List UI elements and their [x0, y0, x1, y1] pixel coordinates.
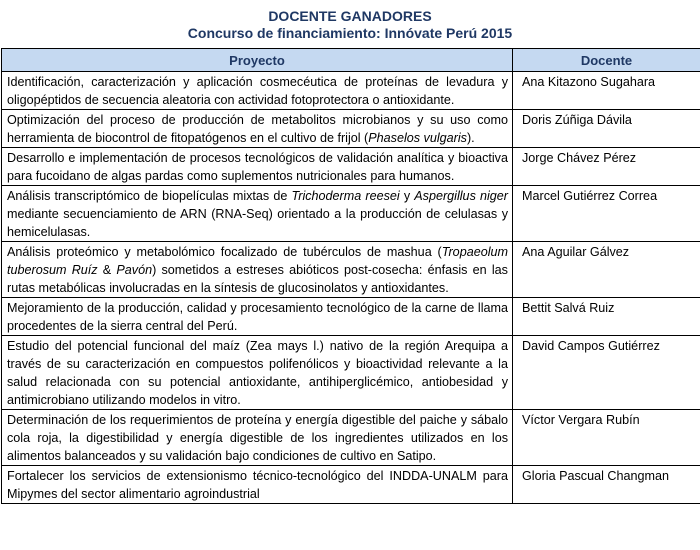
project-text: y — [399, 189, 415, 203]
winners-table — [1, 48, 700, 504]
teacher-cell: Gloria Pascual Changman — [513, 466, 700, 504]
project-text: & — [97, 263, 117, 277]
project-text: Análisis transcriptómico de biopelículas mixtas de — [7, 189, 292, 203]
project-cell: Identificación, caracterización y aplicación cosmecéutica de proteínas de levadura y oligopéptidos de secuencia aleatoria con actividad fotoprotectora o antioxidante. — [2, 72, 513, 110]
table-row — [2, 110, 700, 148]
project-text: Análisis proteómico y metabolómico focalizado de tubérculos de mashua ( — [7, 245, 442, 259]
species-name: Tropaeolum tuberosum Ruíz — [7, 245, 508, 277]
table-row — [2, 298, 700, 336]
project-cell — [2, 242, 513, 298]
project-cell: Mejoramiento de la producción, calidad y procesamiento tecnológico de la carne de llama procedentes de la sierra central del Perú. — [2, 298, 513, 336]
table-row — [2, 242, 700, 298]
table-row — [2, 410, 700, 466]
project-cell: Desarrollo e implementación de procesos tecnológicos de validación analítica y bioactiva para fucoidano de algas pardas como suplementos nutricionales para humanos. — [2, 148, 513, 186]
table-row — [2, 186, 700, 242]
project-cell: Estudio del potencial funcional del maíz (Zea mays l.) nativo de la región Arequipa a través de su caracterización en compuestos polifenólicos y bioactividad relevante a la salud relacionada con su potencial antioxidante, antihiperglicémico, antiobesidad y antimicrobiano utilizando modelos in vitro. — [2, 336, 513, 410]
species-name: Aspergillus niger — [414, 189, 509, 203]
title-block — [0, 0, 700, 42]
table-row — [2, 148, 700, 186]
table-row — [2, 466, 700, 504]
teacher-cell: Jorge Chávez Pérez — [513, 148, 700, 186]
teacher-cell: Marcel Gutiérrez Correa — [513, 186, 700, 242]
teacher-cell: Ana Aguilar Gálvez — [513, 242, 700, 298]
document-subtitle: Concurso de financiamiento: Innóvate Perú 2015 — [187, 25, 513, 41]
column-header-teacher: Docente — [513, 49, 700, 72]
project-text: ). — [466, 131, 475, 145]
project-cell — [2, 110, 513, 148]
project-cell — [2, 186, 513, 242]
project-cell: Fortalecer los servicios de extensionismo técnico-tecnológico del INDDA-UNALM para Mipymes del sector alimentario agroindustrial — [2, 466, 513, 504]
teacher-cell: Ana Kitazono Sugahara — [513, 72, 700, 110]
teacher-cell: Bettit Salvá Ruiz — [513, 298, 700, 336]
teacher-cell: Víctor Vergara Rubín — [513, 410, 700, 466]
project-cell: Determinación de los requerimientos de proteína y energía digestible del paiche y sábalo cola roja, la digestibilidad y energía digestible de los ingredientes utilizados en los alimentos balanceados y su validación bajo condiciones de cultivo en Satipo. — [2, 410, 513, 466]
project-text: ) sometidos a estreses abióticos post-cosecha: énfasis en las rutas metabólicas involucradas en la síntesis de glucosinolatos y antioxidantes. — [7, 263, 508, 295]
teacher-cell: David Campos Gutiérrez — [513, 336, 700, 410]
project-text: Optimización del proceso de producción de metabolitos microbianos y su uso como herramienta de biocontrol de fitopatógenos en el cultivo de frijol ( — [7, 113, 508, 145]
table-row — [2, 336, 700, 410]
document-title: DOCENTE GANADORES — [268, 8, 432, 24]
teacher-cell: Doris Zúñiga Dávila — [513, 110, 700, 148]
table-header-row — [2, 49, 700, 72]
table-row — [2, 72, 700, 110]
species-name: Pavón — [116, 263, 153, 277]
column-header-project: Proyecto — [2, 49, 513, 72]
species-name: Trichoderma reesei — [291, 189, 400, 203]
project-text: mediante secuenciamiento de ARN (RNA-Seq) orientado a la producción de celulasas y hemicelulasas. — [7, 207, 508, 239]
species-name: Phaselos vulgaris — [368, 131, 467, 145]
